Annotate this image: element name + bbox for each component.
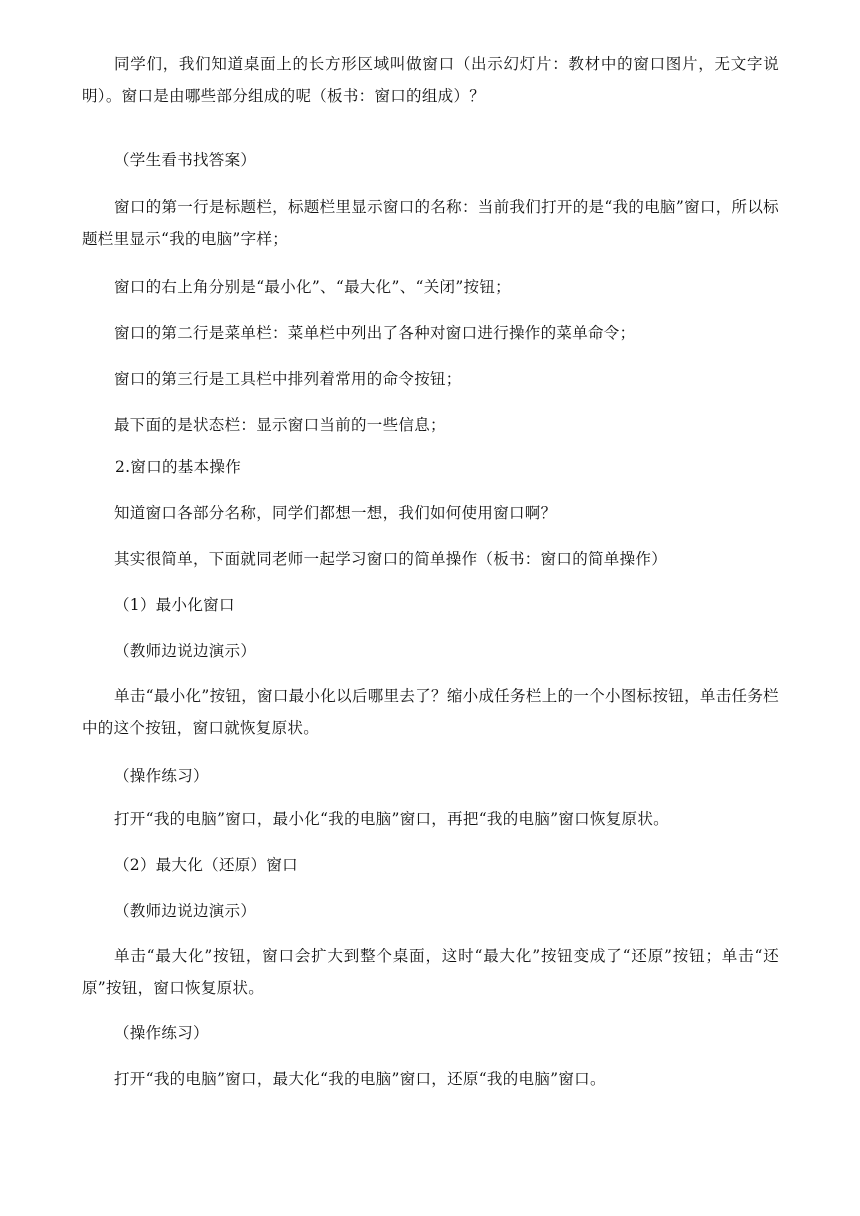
paragraph-5: 窗口的第二行是菜单栏：菜单栏中列出了各种对窗口进行操作的菜单命令； (114, 324, 636, 342)
paragraph-17: 打开“我的电脑”窗口，最大化“我的电脑”窗口，还原“我的电脑”窗口。 (114, 1070, 606, 1088)
subheading-minimize: （1）最小化窗口 (114, 596, 235, 614)
paragraph-11: 单击“最小化”按钮，窗口最小化以后哪里去了？缩小成任务栏上的一个小图标按钮，单击任务栏中的这个按钮，窗口就恢复原状。 (82, 687, 779, 737)
paragraph-14: （教师边说边演示） (114, 902, 257, 920)
paragraph-16: （操作练习） (114, 1024, 209, 1042)
paragraph-6: 窗口的第三行是工具栏中排列着常用的命令按钮； (114, 370, 462, 388)
paragraph-12: （操作练习） (114, 767, 209, 785)
subheading-maximize: （2）最大化（还原）窗口 (114, 856, 298, 874)
paragraph-10: （教师边说边演示） (114, 642, 257, 660)
paragraph-13: 打开“我的电脑”窗口，最小化“我的电脑”窗口，再把“我的电脑”窗口恢复原状。 (114, 810, 669, 828)
paragraph-7: 最下面的是状态栏：显示窗口当前的一些信息； (114, 416, 446, 434)
paragraph-15: 单击“最大化”按钮，窗口会扩大到整个桌面，这时“最大化”按钮变成了“还原”按钮；单击“还原”按钮，窗口恢复原状。 (82, 947, 779, 997)
paragraph-4: 窗口的右上角分别是“最小化”、“最大化”、“关闭”按钮； (114, 278, 511, 296)
section-heading: 2.窗口的基本操作 (115, 458, 241, 476)
paragraph-1: 同学们，我们知道桌面上的长方形区域叫做窗口（出示幻灯片：教材中的窗口图片，无文字说明）。窗口是由哪些部分组成的呢（板书：窗口的组成）？ (82, 55, 779, 105)
paragraph-3: 窗口的第一行是标题栏，标题栏里显示窗口的名称：当前我们打开的是“我的电脑”窗口，所以标题栏里显示“我的电脑”字样； (82, 198, 779, 248)
paragraph-2: （学生看书找答案） (114, 151, 257, 169)
paragraph-8: 知道窗口各部分名称，同学们都想一想，我们如何使用窗口啊？ (114, 504, 557, 522)
paragraph-9: 其实很简单，下面就同老师一起学习窗口的简单操作（板书：窗口的简单操作） (114, 550, 668, 568)
